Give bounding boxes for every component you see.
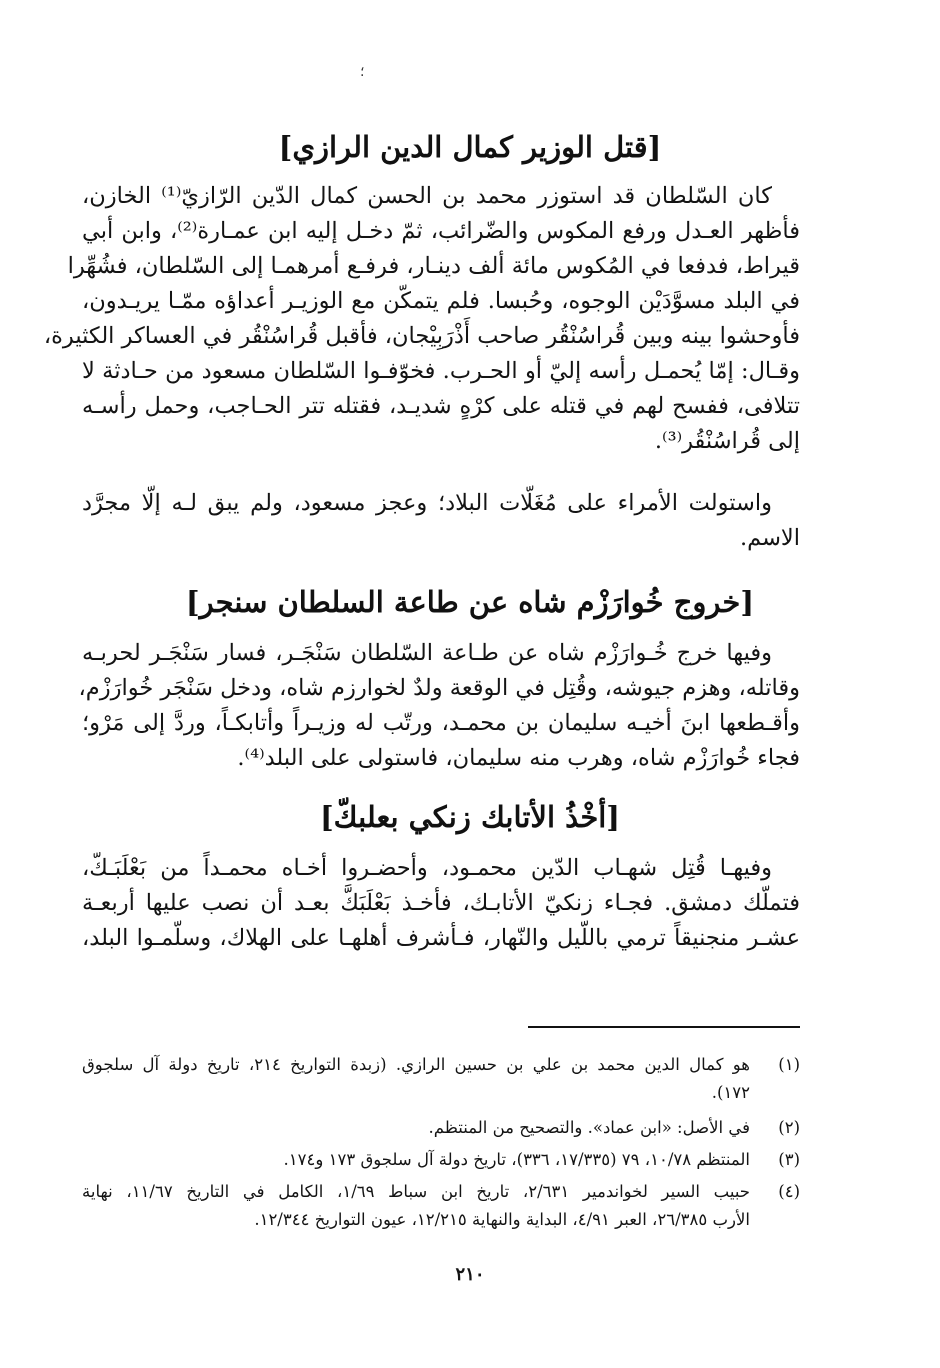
- footnote-line: المنتظم ١٠/٧٨، ٧٩ (١٧/٣٣٥، ٣٣٦)، تاريخ دولة آل سلجوق ١٧٣ و١٧٤.: [283, 1150, 750, 1169]
- text-line: قيراط، فدفعا في المُكوس مائة ألف دينـار، فرفـع أمرهمـا إلى السّلطان، فشُهِّرا: [67, 253, 800, 279]
- footnote-number: (٤): [778, 1182, 800, 1201]
- text-line: تتلافى، ففسح لهم في قتله على كرْهٍ شديـد، فقتله تتر الحـاجب، وحمل رأسـه: [82, 393, 800, 419]
- text-line: فأظهر العـدل ورفع المكوس والضّرائب، ثمّ دخـل إليه ابن عمـارة⁽²⁾، وابن أبي: [82, 218, 800, 244]
- text-line: عشـر منجنيقاً ترمي باللّيل والنّهار، فـأشرف أهلهـا على الهلاك، وسلّمـوا البلد،: [82, 925, 800, 951]
- text-line: في البلد مسوَّدَيْن الوجوه، وحُبسا. فلم يتمكّن مع الوزيـر أعداؤه ممّـا يريـدون،: [82, 288, 800, 314]
- text-line: واستولت الأمراء على مُغَلّات البلاد؛ وعجز مسعود، ولم يبق لـه إلّا مجرَّد: [82, 490, 772, 516]
- text-line: وفيها خرج خُـوارَزْم شاه عن طـاعة السّلطان سَنْجَـر، فسار سَنْجَـر لحربـه: [82, 640, 772, 666]
- footnote-line: حبيب السير لخواندمير ٢/٦٣١، تاريخ ابن سباط ١/٦٩، الكامل في التاريخ ١١/٦٧، نهاية: [82, 1182, 751, 1201]
- text-line: فتملّك دمشق. فجـاء زنكيّ الأتابـك، فأخـذ بَعْلَبَكَّ بعـد أن نصب عليها أربعـة: [82, 890, 800, 916]
- text-line: الاسم.: [739, 525, 800, 551]
- footnote-line: هو كمال الدين محمد بن علي بن حسين الرازي. (زبدة التواريخ ٢١٤، تاريخ دولة آل سلجوق: [82, 1055, 750, 1074]
- page-mark: ؛: [360, 64, 365, 80]
- text-line: كان السّلطان قد استوزر محمد بن الحسن كمال الدّين الرّازيّ⁽¹⁾ الخازن،: [82, 183, 772, 209]
- footnote-line: في الأصل: «ابن عماد». والتصحيح من المنتظم.: [428, 1118, 750, 1137]
- footnote-line: الأرب ٢٦/٣٨٥، العبر ٤/٩١، البداية والنهاية ١٢/٢١٥، عيون التواريخ ١٢/٣٤٤.: [254, 1210, 750, 1229]
- section-heading: [قتل الوزير كمال الدين الرازي]: [278, 130, 662, 164]
- section-heading: [خروج خُوارَزْم شاه عن طاعة السلطان سنجر]: [185, 585, 755, 619]
- footnote-divider: [528, 1026, 800, 1028]
- text-line: وقاتله، وهزم جيوشه، وقُتِل في الوقعة ولدٌ لخوارزم شاه، ودخل سَنْجَر خُوارَزْم،: [78, 675, 800, 701]
- text-line: إلى قُراسُنْقُر⁽³⁾.: [654, 428, 800, 454]
- text-line: فأوحشوا بينه وبين قُراسُنْقُر صاحب أَذْرَبِيْجان، فأقبل قُراسُنْقُر في العساكر الكثيرة،: [43, 323, 800, 349]
- footnote-number: (٣): [778, 1150, 800, 1169]
- page-number: ٢١٠: [455, 1264, 485, 1285]
- footnote-number: (٢): [778, 1118, 800, 1137]
- footnote-line: ١٧٢).: [711, 1083, 750, 1102]
- text-line: وفيهـا قُتِل شهـاب الدّين محمـود، وأحضـروا أخـاه محمـداً من بَعْلَبَـكّ،: [82, 855, 772, 881]
- text-line: وأقـطعها ابنَ أخيـه سليمان بن محمـد، ورتّب له وزيـراً وأتابكـاً، وردَّ إلى مَرْو؛: [82, 710, 800, 736]
- text-line: وقـال: إمّا يُحمـل رأسه إليّ أو الحـرب. فخوّفـوا السّلطان مسعود من حـادثة لا: [82, 358, 800, 384]
- footnote-number: (١): [778, 1055, 800, 1074]
- text-line: فجاء خُوارَزْم شاه، وهرب منه سليمان، فاستولى على البلد⁽⁴⁾.: [237, 745, 800, 771]
- section-heading: [أخْذُ الأتابك زنكي بعلبكّ]: [319, 800, 621, 834]
